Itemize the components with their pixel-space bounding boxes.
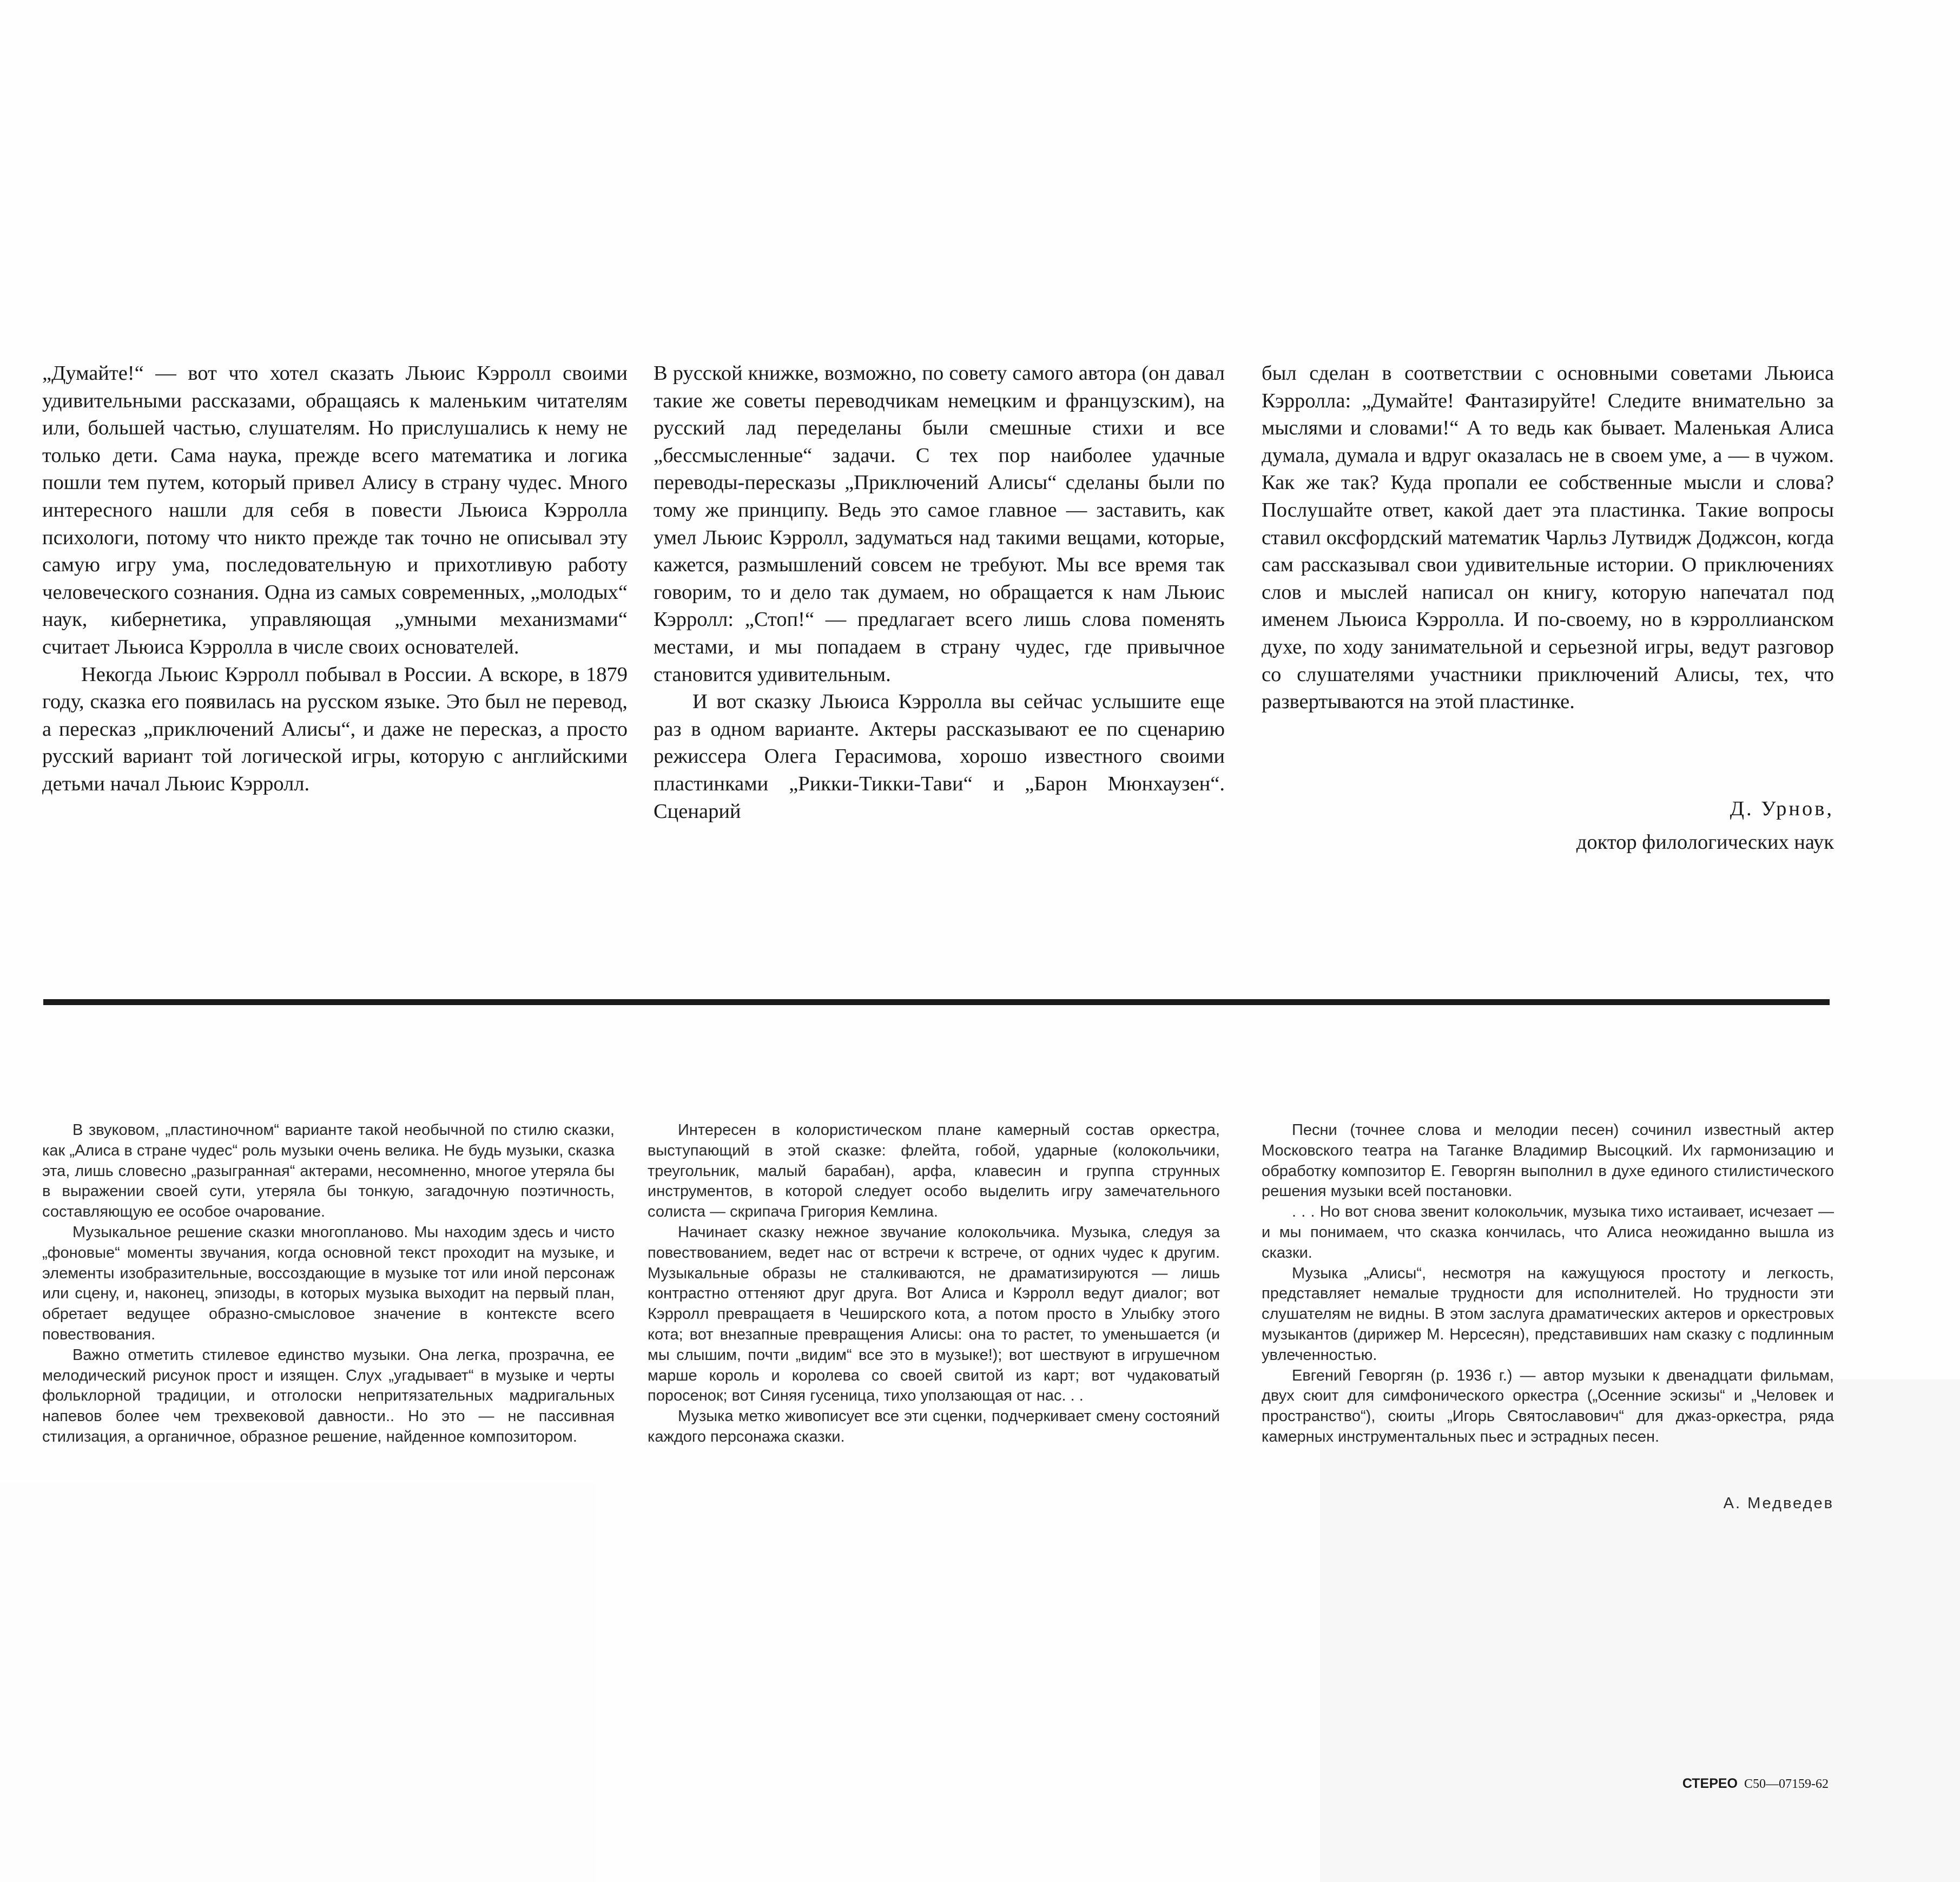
upper-paragraph: В русской книжке, возможно, по совету самого автора (он давал такие же советы переводчикам немецким и французским), на русский лад переделаны были смешные стихи и все „бессмысленные“ задачи. С тех пор наиболее удачные переводы-пересказы „Приключений Алисы“ сделаны были по тому же принципу. Ведь это самое главное — заставить, как умел Льюис Кэрролл, задуматься над такими вещами, которые, кажется, размышлений совсем не требуют. Мы все время так говорим, то и дело так думаем, но обращается к нам Льюис Кэрролл: „Стоп!“ — предлагает всего лишь слова поменять местами, и мы попадаем в страну чудес, где привычное становится удивительным. (654, 362, 1225, 686)
stereo-label: СТЕРЕО (1682, 1776, 1738, 1791)
upper-author-name: Д. Урнов, (1730, 797, 1834, 820)
paper-shade (1320, 1379, 1960, 1882)
upper-paragraph: Некогда Льюис Кэрролл побывал в России. А вскоре, в 1879 году, сказка его появилась на русском языке. Это был не перевод, а пересказ „приключений Алисы“, и даже не пересказ, а просто русский вариант той логической игры, которую с английскими детьми начал Льюис Кэрролл. (42, 663, 628, 795)
lower-essay-column-1 (42, 1120, 615, 1448)
lower-paragraph: . . . Но вот снова звенит колокольчик, музыка тихо истаивает, исчезает — и мы понимаем, что сказка кончилась, что Алиса неожиданно вышла из сказки. (1262, 1203, 1834, 1262)
lower-essay-column-3 (1262, 1120, 1834, 1448)
section-divider (43, 999, 1830, 1005)
lower-paragraph: Начинает сказку нежное звучание колокольчика. Музыка, следуя за повествованием, ведет нас от встречи к встрече, от одних чудес к другим. Музыкальные образы не сталкиваются, не драматизируются — лишь контрастно оттеняют друг друга. Вот Алиса и Кэрролл ведут диалог; вот Кэрролл превращаетя в Чеширского кота, а потом просто в Улыбку этого кота; вот внезапные превращения Алисы: она то растет, то уменьшается (и мы слышим, почти „видим“ все это в музыке!); вот шествуют в игрушечном марше король и королева со своей свитой из карт; вот чудаковатый поросенок; вот Синяя гусеница, тихо уползающая от нас. . . (648, 1223, 1220, 1405)
paper-shade-left (0, 1482, 595, 1882)
lower-paragraph: Евгений Геворгян (р. 1936 г.) — автор музыки к двенадцати фильмам, двух сюит для симфонического оркестра („Осенние эскизы“ и „Человек и пространство“), сюиты „Игорь Святославович“ для джаз-оркестра, ряда камерных инструментальных пьес и эстрадных песен. (1262, 1366, 1834, 1445)
upper-paragraph: „Думайте!“ — вот что хотел сказать Льюис Кэрролл своими удивительными рассказами, обращаясь к маленьким читателям или, большей частью, слушателям. Но прислушались к нему не только дети. Сама наука, прежде всего математика и логика пошли тем путем, который привел Алису в страну чудес. Много интересного нашли для себя в повести Льюиса Кэрролла психологи, потому что никто прежде так точно не описывал эту самую игру ума, последовательную и прихотливую работу человеческого сознания. Одна из самых современных, „молодых“ наук, кибернетика, управляющая „умными механизмами“ считает Льюиса Кэрролла в числе своих основателей. (42, 362, 628, 658)
lower-paragraph: Песни (точнее слова и мелодии песен) сочинил известный актер Московского театра на Таганке Владимир Высоцкий. Их гармонизацию и обработку композитор Е. Геворгян выполнил в духе единого стилистического решения музыки всей постановки. (1262, 1121, 1834, 1200)
upper-paragraph: был сделан в соответствии с основными советами Льюиса Кэрролла: „Думайте! Фантазируйте! Следите внимательно за мыслями и словами!“ А то ведь как бывает. Маленькая Алиса думала, думала и вдруг оказалась не в своем уме, а — в чужом. Как же так? Куда пропали ее собственные мысли и слова? Послушайте ответ, какой дает эта пластинка. Такие вопросы ставил оксфордский математик Чарльз Лутвидж Доджсон, когда сам рассказывал свои удивительные истории. О приключениях слов и мыслей написал он книгу, которую напечатал под именем Льюиса Кэрролла. И по-своему, но в кэрроллианском духе, по ходу занимательной и серьезной игры, ведут разговор со слушателями участники приключений Алисы, тех, что развертываются на этой пластинке. (1262, 362, 1834, 714)
lower-paragraph: Музыка метко живописует все эти сценки, подчеркивает смену состояний каждого персонажа сказки. (648, 1408, 1220, 1445)
lower-paragraph: В звуковом, „пластиночном“ варианте такой необычной по стилю сказки, как „Алиса в стране чудес“ роль музыки очень велика. Не будь музыки, сказка эта, лишь словесно „разыгранная“ актерами, несомненно, многое утеряла бы в выражении своей сути, утеряла бы тонкую, загадочную поэтичность, составляющую ее особое очарование. (42, 1121, 615, 1221)
lower-paragraph: Интересен в колористическом плане камерный состав оркестра, выступающий в этой сказке: флейта, гобой, ударные (колокольчики, треугольник, малый барабан), арфа, клавесин и группа струнных инструментов, в которой следует особо выделить игру замечательного солиста — скрипача Григория Кемлина. (648, 1121, 1220, 1221)
lower-paragraph: Музыкальное решение сказки многопланово. Мы находим здесь и чисто „фоновые“ моменты звучания, когда основной текст проходит на музыке, и элементы изобразительные, воссоздающие в музыке тот или иной персонаж или сцену, и, наконец, эпизоды, в которых музыка выходит на первый план, обретает ведущее образно-смысловое значение в контексте всего повествования. (42, 1223, 615, 1343)
catalog-code: С50—07159-62 (1744, 1777, 1829, 1791)
upper-essay-column-2 (654, 360, 1225, 825)
lower-paragraph: Важно отметить стилевое единство музыки. Она легка, прозрачна, ее мелодический рисунок прост и изящен. Слух „угадывает“ в музыке и черты фольклорной традиции, и отголоски непритязательных мадригальных напевов более чем трехвековой давности.. Но это — не пассивная стилизация, а органичное, образное решение, найденное композитором. (42, 1346, 615, 1445)
catalog-number (1569, 1776, 1829, 1792)
upper-author-title: доктор филологических наук (1576, 831, 1834, 854)
upper-essay-column-1 (42, 360, 628, 798)
upper-paragraph: И вот сказку Льюиса Кэрролла вы сейчас услышите еще раз в одном варианте. Актеры рассказывают ее по сценарию режиссера Олега Герасимова, хорошо известного своими пластинками „Рикки-Тикки-Тави“ и „Барон Мюнхаузен“. Сценарий (654, 690, 1225, 823)
lower-author-signature: А. Медведев (1723, 1495, 1834, 1512)
upper-essay-column-3 (1262, 360, 1834, 716)
lower-essay-column-2 (648, 1120, 1220, 1448)
lower-paragraph: Музыка „Алисы“, несмотря на кажущуюся простоту и легкость, представляет немалые трудности для исполнителей. Но трудности эти слушателям не видны. В этом заслуга драматических актеров и оркестровых музыкантов (дирижер М. Нерсесян), представивших нам сказку с подлинным увлеченностью. (1262, 1264, 1834, 1364)
